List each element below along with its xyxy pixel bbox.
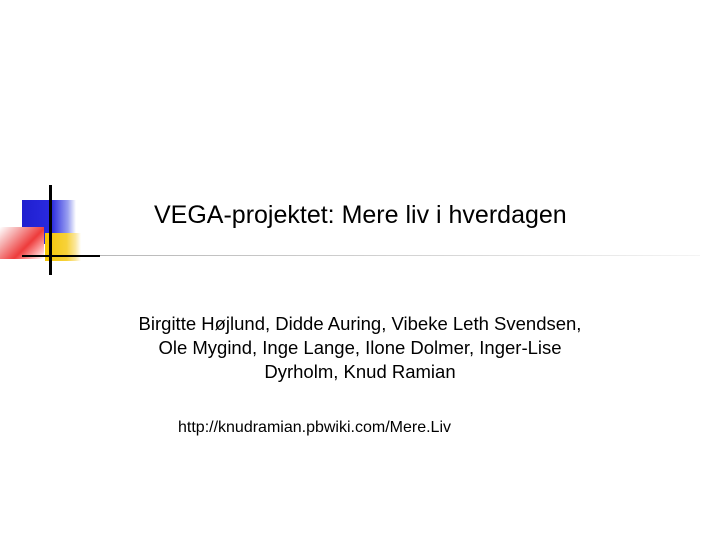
author-list [110,312,610,384]
author-line-2: Ole Mygind, Inge Lange, Ilone Dolmer, Inger-Lise [158,337,562,358]
project-url-link[interactable]: http://knudramian.pbwiki.com/Mere.Liv [178,419,451,436]
slide-title: VEGA-projektet: Mere liv i hverdagen [154,201,567,229]
author-line-1: Birgitte Højlund, Didde Auring, Vibeke Leth Svendsen, [138,313,582,334]
title-underline [100,255,700,256]
author-line-3: Dyrholm, Knud Ramian [264,361,456,382]
vertical-rule [49,185,52,275]
title-ornament-icon [0,185,100,280]
horizontal-rule [22,255,100,257]
